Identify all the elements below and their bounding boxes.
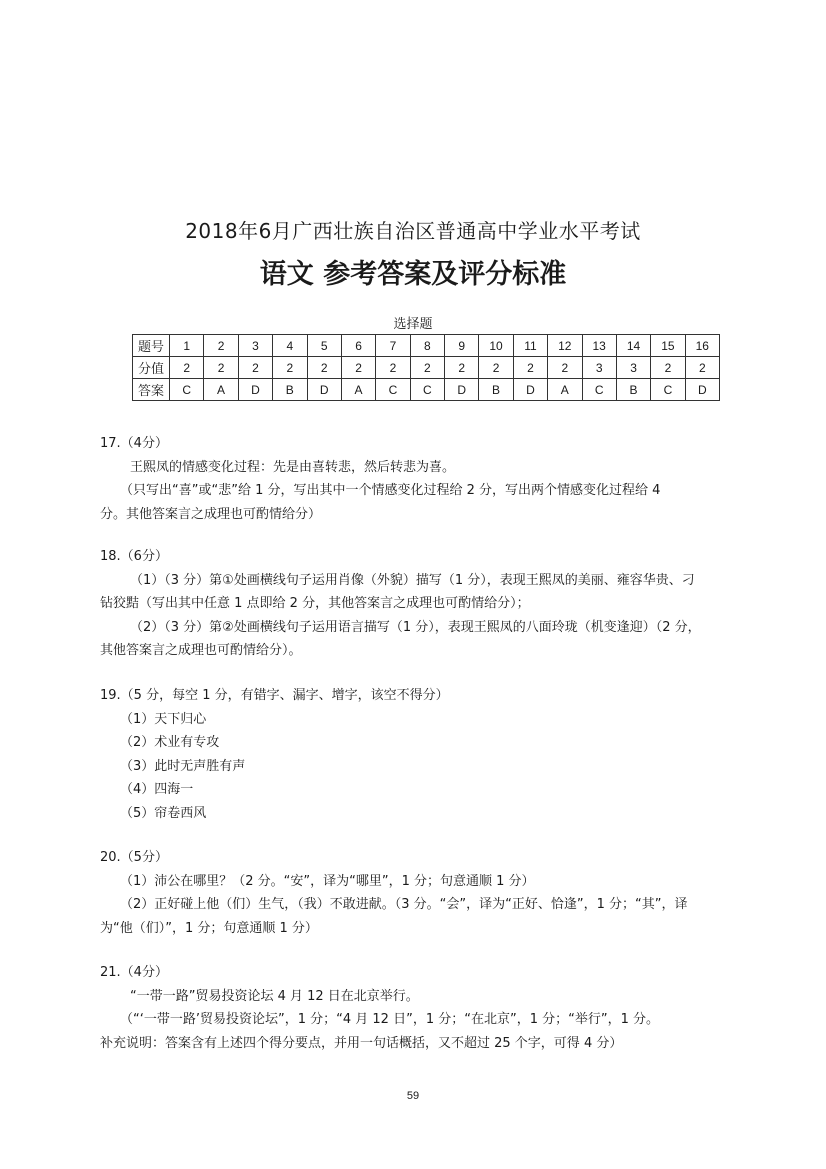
score-cell: 3: [582, 357, 616, 379]
list-item: （4）四海一: [120, 782, 194, 797]
score-cell: 2: [548, 357, 582, 379]
choice-table-caption: 选择题: [393, 317, 433, 332]
question-number-cell: 10: [479, 335, 513, 357]
answer-text: （1）沛公在哪里？（2 分。“安”，译为“哪里”，1 分；句意通顺 1 分）: [120, 873, 535, 889]
answer-cell: D: [445, 379, 479, 401]
answer-text: 王熙凤的情感变化过程：先是由喜转悲，然后转悲为喜。: [130, 459, 456, 475]
answer-text: 为“他（们）”，1 分；句意通顺 1 分）: [100, 920, 318, 936]
score-cell: 2: [376, 357, 410, 379]
table-row-answer: [133, 379, 720, 401]
answer-text: （2）（3 分）第②处画横线句子运用语言描写（1 分），表现王熙凤的八面玲珑（机变逢迎）（2 分，: [130, 619, 701, 635]
answer-cell: B: [479, 379, 513, 401]
answer-text: 其他答案言之成理也可酌情给分）。: [100, 643, 302, 658]
score-cell: 2: [341, 357, 375, 379]
exam-title: 2018年6月广西壮族自治区普通高中学业水平考试: [185, 219, 641, 243]
row-label: 题号: [133, 335, 170, 357]
question-number-cell: 8: [410, 335, 444, 357]
answer-cell: D: [513, 379, 547, 401]
question-number-cell: 15: [651, 335, 685, 357]
question-20: [100, 846, 755, 940]
question-18: [100, 545, 755, 663]
score-cell: 2: [479, 357, 513, 379]
list-item: （2）术业有专攻: [120, 735, 220, 750]
answer-text: （2）正好碰上他（们）生气，（我）不敢进献。（3 分。“会”，译为“正好、恰逢”，1 分；“其”，译: [120, 897, 688, 912]
answer-text: （1）（3 分）第①处画横线句子运用肖像（外貌）描写（1 分），表现王熙凤的美丽、雍容华贵、刁: [130, 572, 695, 588]
answer-cell: A: [204, 379, 238, 401]
score-cell: 2: [513, 357, 547, 379]
choice-answer-table: [132, 334, 720, 401]
question-heading: 17.（4分）: [100, 436, 168, 451]
answer-cell: A: [548, 379, 582, 401]
row-label: 答案: [133, 379, 170, 401]
question-21: [100, 961, 755, 1055]
answer-cell: C: [376, 379, 410, 401]
score-cell: 2: [170, 357, 204, 379]
answer-cell: B: [273, 379, 307, 401]
list-item: （3）此时无声胜有声: [120, 758, 246, 774]
answer-cell: A: [341, 379, 375, 401]
score-cell: 2: [685, 357, 719, 379]
question-19: [100, 684, 755, 825]
row-label: 分值: [133, 357, 170, 379]
scoring-note: （只写出“喜”或“悲”给 1 分，写出其中一个情感变化过程给 2 分，写出两个情感变化过程给 4: [120, 483, 661, 498]
answer-text: “一带一路”贸易投资论坛 4 月 12 日在北京举行。: [130, 988, 419, 1004]
answer-cell: C: [170, 379, 204, 401]
page-number: 59: [406, 1090, 420, 1102]
answer-cell: B: [616, 379, 650, 401]
question-number-cell: 2: [204, 335, 238, 357]
list-item: （1）天下归心: [120, 711, 207, 727]
scoring-note: （“‘一带一路’贸易投资论坛”，1 分；“4 月 12 日”，1 分；“在北京”，1 分；“举行”，1 分。: [120, 1012, 659, 1027]
answer-cell: C: [410, 379, 444, 401]
question-heading: 18.（6分）: [100, 549, 168, 564]
question-number-cell: 9: [445, 335, 479, 357]
question-heading: 19.（5 分，每空 1 分，有错字、漏字、增字，该空不得分）: [100, 688, 449, 703]
question-number-cell: 5: [307, 335, 341, 357]
answer-cell: C: [651, 379, 685, 401]
answer-cell: D: [685, 379, 719, 401]
table-row-question-number: [133, 335, 720, 357]
score-cell: 2: [204, 357, 238, 379]
document-subtitle: 语文 参考答案及评分标准: [259, 259, 567, 290]
question-number-cell: 12: [548, 335, 582, 357]
question-number-cell: 11: [513, 335, 547, 357]
answer-cell: D: [307, 379, 341, 401]
score-cell: 2: [445, 357, 479, 379]
question-number-cell: 3: [238, 335, 272, 357]
question-number-cell: 13: [582, 335, 616, 357]
scoring-note: 分。其他答案言之成理也可酌情给分）: [100, 506, 322, 522]
answer-cell: D: [238, 379, 272, 401]
score-cell: 2: [238, 357, 272, 379]
question-number-cell: 16: [685, 335, 719, 357]
score-cell: 3: [616, 357, 650, 379]
question-number-cell: 7: [376, 335, 410, 357]
question-number-cell: 4: [273, 335, 307, 357]
answer-cell: C: [582, 379, 616, 401]
score-cell: 2: [307, 357, 341, 379]
score-cell: 2: [273, 357, 307, 379]
table-row-score: [133, 357, 720, 379]
question-heading: 20.（5分）: [100, 850, 168, 865]
question-heading: 21.（4分）: [100, 965, 168, 980]
question-number-cell: 6: [341, 335, 375, 357]
score-cell: 2: [410, 357, 444, 379]
question-number-cell: 1: [170, 335, 204, 357]
question-17: [100, 432, 755, 526]
score-cell: 2: [651, 357, 685, 379]
question-number-cell: 14: [616, 335, 650, 357]
scoring-note: 补充说明：答案含有上述四个得分要点，并用一句话概括，又不超过 25 个字，可得 4 分）: [100, 1035, 623, 1051]
list-item: （5）帘卷西风: [120, 805, 207, 821]
answer-text: 钻狡黠（写出其中任意 1 点即给 2 分，其他答案言之成理也可酌情给分）；: [100, 596, 530, 611]
